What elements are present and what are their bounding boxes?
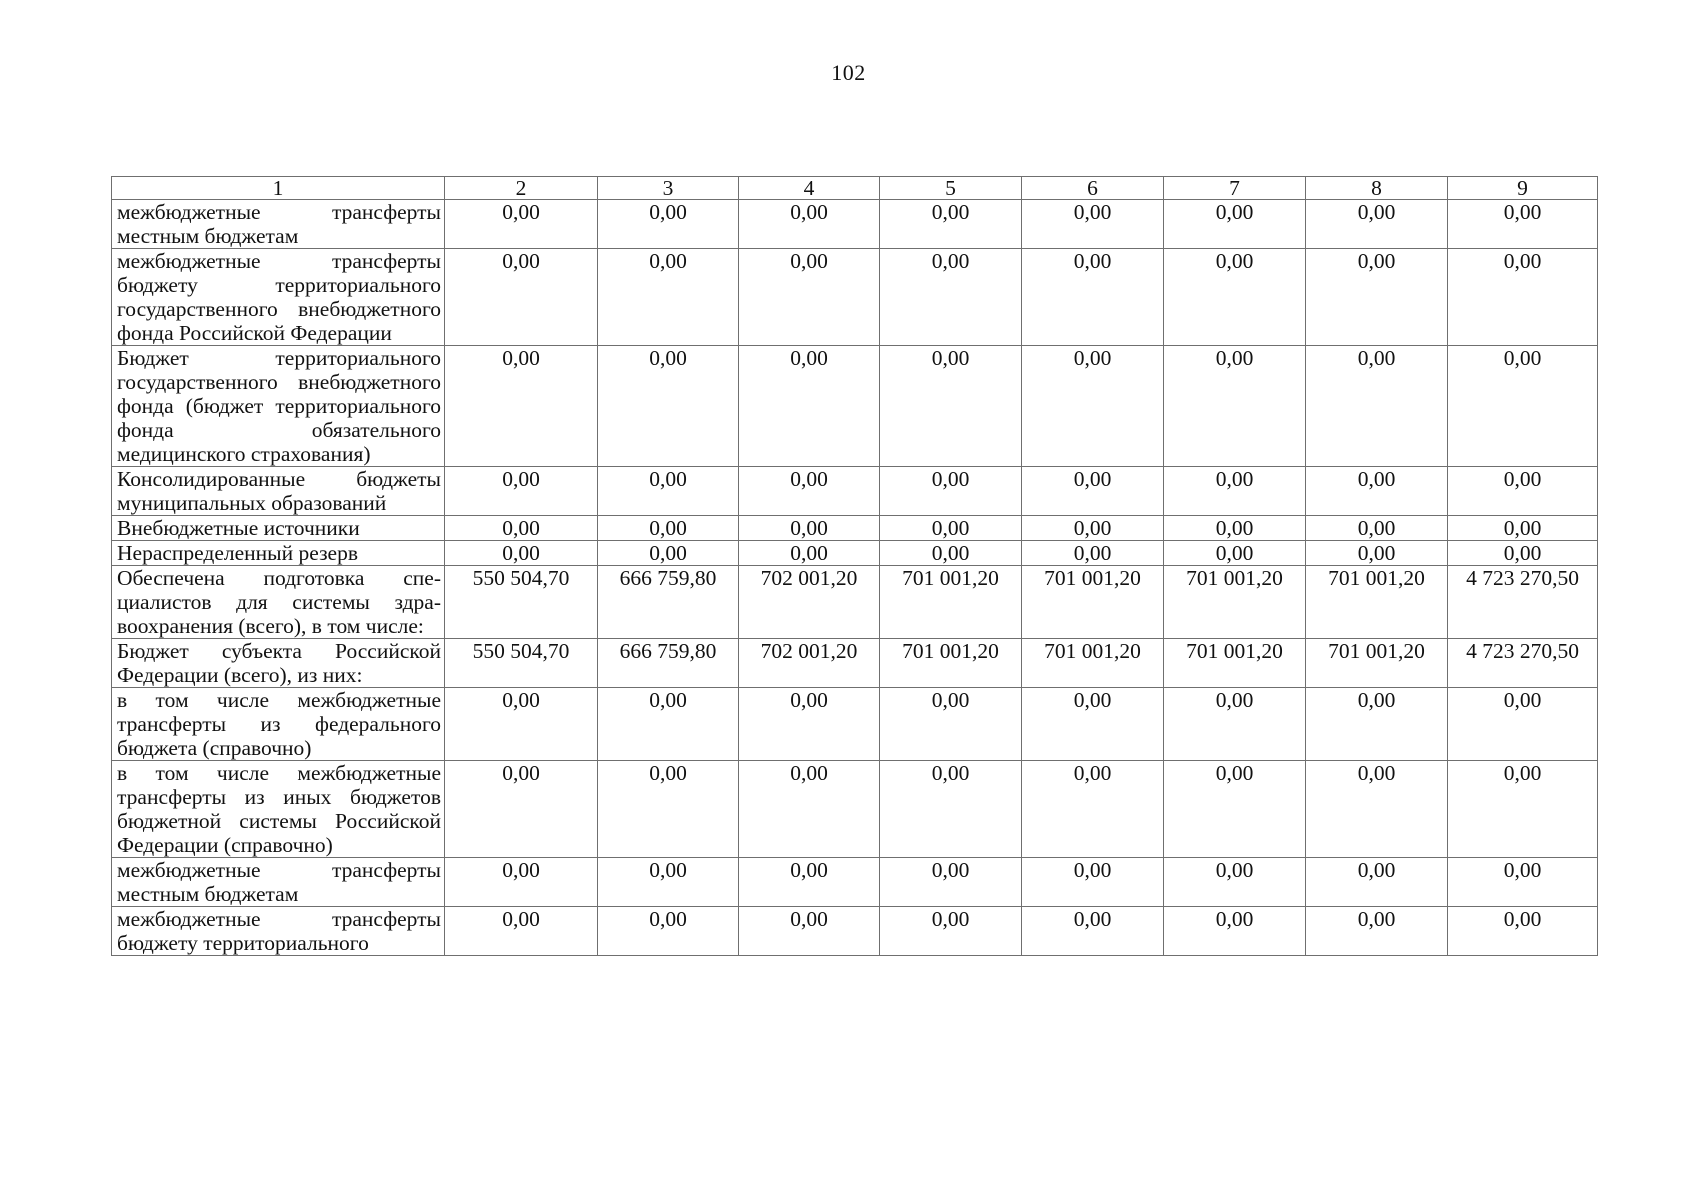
value-cell-col-8: 0,00 [1306, 467, 1448, 516]
value-cell-col-9: 0,00 [1448, 761, 1598, 858]
value-cell-col-7: 0,00 [1164, 200, 1306, 249]
row-label: Обеспечена подготовка специалистов для системы здравоохранения (всего), в том числе: [112, 566, 445, 639]
column-header-4: 4 [739, 177, 880, 200]
column-header-5: 5 [880, 177, 1022, 200]
value-cell-col-6: 701 001,20 [1022, 566, 1164, 639]
value-cell-col-9: 4 723 270,50 [1448, 566, 1598, 639]
column-header-3: 3 [598, 177, 739, 200]
row-label: межбюджетные трансферты бюджету территориального [112, 907, 445, 956]
table-row [112, 639, 1598, 688]
table-row [112, 467, 1598, 516]
value-cell-col-5: 0,00 [880, 858, 1022, 907]
value-cell-col-5: 0,00 [880, 467, 1022, 516]
table-row [112, 249, 1598, 346]
value-cell-col-7: 701 001,20 [1164, 639, 1306, 688]
value-cell-col-8: 0,00 [1306, 907, 1448, 956]
budget-table [111, 176, 1598, 956]
value-cell-col-3: 0,00 [598, 200, 739, 249]
value-cell-col-7: 0,00 [1164, 516, 1306, 541]
value-cell-col-3: 0,00 [598, 516, 739, 541]
table-row [112, 688, 1598, 761]
value-cell-col-6: 0,00 [1022, 907, 1164, 956]
value-cell-col-8: 0,00 [1306, 346, 1448, 467]
value-cell-col-6: 701 001,20 [1022, 639, 1164, 688]
value-cell-col-6: 0,00 [1022, 346, 1164, 467]
value-cell-col-3: 0,00 [598, 541, 739, 566]
row-label: Нераспределенный резерв [112, 541, 445, 566]
value-cell-col-4: 702 001,20 [739, 639, 880, 688]
table-row [112, 516, 1598, 541]
value-cell-col-4: 0,00 [739, 346, 880, 467]
value-cell-col-6: 0,00 [1022, 249, 1164, 346]
value-cell-col-8: 0,00 [1306, 761, 1448, 858]
value-cell-col-3: 0,00 [598, 346, 739, 467]
value-cell-col-2: 0,00 [445, 761, 598, 858]
table-row [112, 541, 1598, 566]
column-header-2: 2 [445, 177, 598, 200]
value-cell-col-6: 0,00 [1022, 541, 1164, 566]
value-cell-col-3: 666 759,80 [598, 566, 739, 639]
value-cell-col-6: 0,00 [1022, 467, 1164, 516]
value-cell-col-5: 0,00 [880, 907, 1022, 956]
row-label: межбюджетные трансферты местным бюджетам [112, 200, 445, 249]
value-cell-col-7: 0,00 [1164, 541, 1306, 566]
column-header-7: 7 [1164, 177, 1306, 200]
table-row [112, 346, 1598, 467]
column-header-8: 8 [1306, 177, 1448, 200]
header-row [112, 177, 1598, 200]
value-cell-col-8: 0,00 [1306, 200, 1448, 249]
value-cell-col-4: 0,00 [739, 516, 880, 541]
value-cell-col-6: 0,00 [1022, 688, 1164, 761]
value-cell-col-4: 702 001,20 [739, 566, 880, 639]
value-cell-col-3: 666 759,80 [598, 639, 739, 688]
value-cell-col-5: 701 001,20 [880, 639, 1022, 688]
value-cell-col-2: 0,00 [445, 516, 598, 541]
value-cell-col-4: 0,00 [739, 858, 880, 907]
value-cell-col-9: 0,00 [1448, 467, 1598, 516]
table-row [112, 907, 1598, 956]
row-label: Консолидированные бюджеты муниципальных образований [112, 467, 445, 516]
value-cell-col-9: 0,00 [1448, 858, 1598, 907]
value-cell-col-3: 0,00 [598, 907, 739, 956]
value-cell-col-4: 0,00 [739, 249, 880, 346]
column-header-9: 9 [1448, 177, 1598, 200]
value-cell-col-2: 550 504,70 [445, 566, 598, 639]
value-cell-col-3: 0,00 [598, 761, 739, 858]
value-cell-col-5: 0,00 [880, 249, 1022, 346]
value-cell-col-7: 0,00 [1164, 346, 1306, 467]
value-cell-col-7: 0,00 [1164, 467, 1306, 516]
value-cell-col-6: 0,00 [1022, 858, 1164, 907]
row-label: Внебюджетные источники [112, 516, 445, 541]
column-header-6: 6 [1022, 177, 1164, 200]
table-body [112, 200, 1598, 956]
value-cell-col-5: 0,00 [880, 688, 1022, 761]
value-cell-col-7: 0,00 [1164, 249, 1306, 346]
table-row [112, 566, 1598, 639]
value-cell-col-6: 0,00 [1022, 200, 1164, 249]
value-cell-col-4: 0,00 [739, 200, 880, 249]
value-cell-col-2: 0,00 [445, 858, 598, 907]
value-cell-col-7: 0,00 [1164, 858, 1306, 907]
value-cell-col-2: 0,00 [445, 541, 598, 566]
value-cell-col-9: 0,00 [1448, 907, 1598, 956]
value-cell-col-2: 0,00 [445, 249, 598, 346]
value-cell-col-5: 0,00 [880, 761, 1022, 858]
value-cell-col-5: 701 001,20 [880, 566, 1022, 639]
value-cell-col-7: 0,00 [1164, 761, 1306, 858]
value-cell-col-5: 0,00 [880, 541, 1022, 566]
value-cell-col-8: 0,00 [1306, 541, 1448, 566]
value-cell-col-9: 0,00 [1448, 200, 1598, 249]
value-cell-col-9: 0,00 [1448, 541, 1598, 566]
value-cell-col-8: 0,00 [1306, 858, 1448, 907]
value-cell-col-9: 0,00 [1448, 688, 1598, 761]
row-label: в том числе межбюджетные трансферты из федерального бюджета (справочно) [112, 688, 445, 761]
value-cell-col-5: 0,00 [880, 516, 1022, 541]
value-cell-col-2: 0,00 [445, 467, 598, 516]
value-cell-col-3: 0,00 [598, 688, 739, 761]
value-cell-col-2: 0,00 [445, 688, 598, 761]
value-cell-col-7: 0,00 [1164, 688, 1306, 761]
value-cell-col-7: 701 001,20 [1164, 566, 1306, 639]
row-label: межбюджетные трансферты бюджету территориального государственного внебюджетного фонда Российской Федерации [112, 249, 445, 346]
value-cell-col-8: 701 001,20 [1306, 639, 1448, 688]
value-cell-col-9: 0,00 [1448, 346, 1598, 467]
value-cell-col-9: 0,00 [1448, 516, 1598, 541]
value-cell-col-5: 0,00 [880, 346, 1022, 467]
row-label: в том числе межбюджетные трансферты из иных бюджетов бюджетной системы Российской Федерации (справочно) [112, 761, 445, 858]
page-number: 102 [831, 60, 866, 85]
value-cell-col-5: 0,00 [880, 200, 1022, 249]
value-cell-col-3: 0,00 [598, 467, 739, 516]
value-cell-col-2: 0,00 [445, 346, 598, 467]
value-cell-col-4: 0,00 [739, 907, 880, 956]
value-cell-col-2: 0,00 [445, 200, 598, 249]
value-cell-col-9: 0,00 [1448, 249, 1598, 346]
value-cell-col-3: 0,00 [598, 249, 739, 346]
value-cell-col-3: 0,00 [598, 858, 739, 907]
table-row [112, 200, 1598, 249]
table-row [112, 858, 1598, 907]
value-cell-col-6: 0,00 [1022, 516, 1164, 541]
value-cell-col-4: 0,00 [739, 761, 880, 858]
value-cell-col-8: 701 001,20 [1306, 566, 1448, 639]
value-cell-col-4: 0,00 [739, 467, 880, 516]
value-cell-col-4: 0,00 [739, 688, 880, 761]
value-cell-col-8: 0,00 [1306, 516, 1448, 541]
table-header [112, 177, 1598, 200]
value-cell-col-7: 0,00 [1164, 907, 1306, 956]
value-cell-col-9: 4 723 270,50 [1448, 639, 1598, 688]
column-header-1: 1 [112, 177, 445, 200]
value-cell-col-4: 0,00 [739, 541, 880, 566]
row-label: межбюджетные трансферты местным бюджетам [112, 858, 445, 907]
value-cell-col-8: 0,00 [1306, 249, 1448, 346]
value-cell-col-2: 550 504,70 [445, 639, 598, 688]
row-label: Бюджет субъекта Российской Федерации (всего), из них: [112, 639, 445, 688]
value-cell-col-2: 0,00 [445, 907, 598, 956]
table-row [112, 761, 1598, 858]
value-cell-col-8: 0,00 [1306, 688, 1448, 761]
row-label: Бюджет территориального государственного внебюджетного фонда (бюджет территориального фонда обязательного медицинского страхования) [112, 346, 445, 467]
value-cell-col-6: 0,00 [1022, 761, 1164, 858]
